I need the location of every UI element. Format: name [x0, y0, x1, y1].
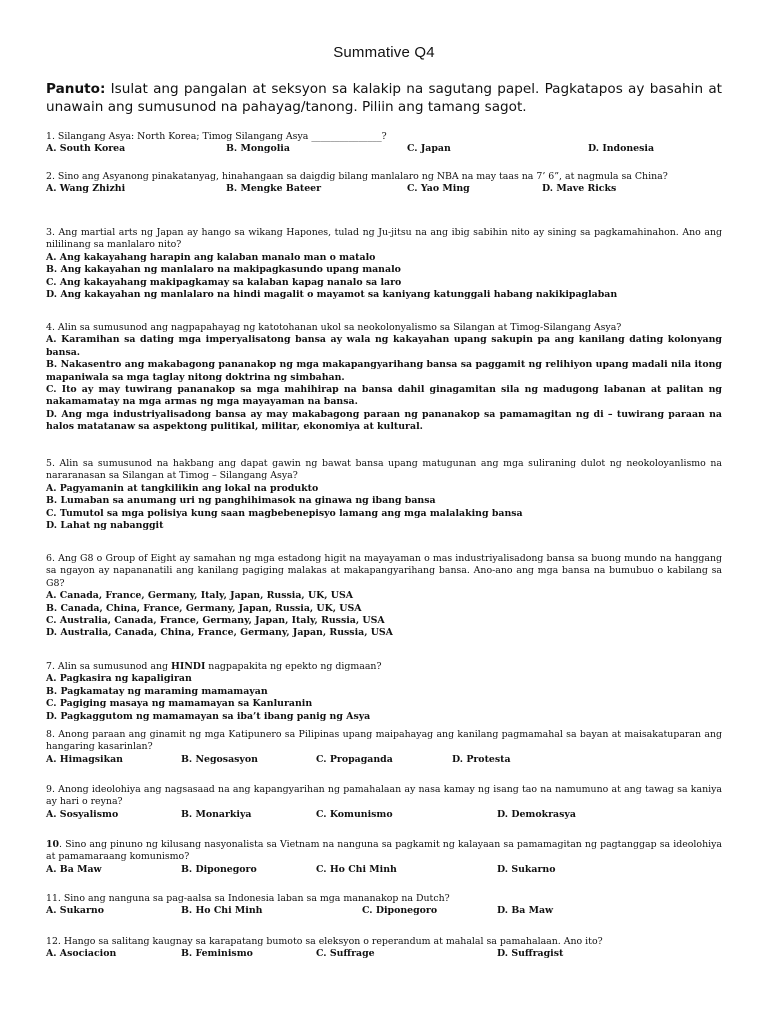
- option-a[interactable]: A. Sosyalismo: [46, 808, 119, 820]
- option-b[interactable]: B. Pagkamatay ng maraming mamamayan: [46, 685, 268, 697]
- option-b[interactable]: B. Diponegoro: [181, 863, 257, 875]
- question-stem: 5. Alin sa sumusunod na hakbang ang dapat gawin ng bawat bansa upang matugunan ang mga suliraning dulot ng neokoloyanlismo na nararanasan sa Silangan at Timog – Silangang Asya?: [46, 458, 722, 482]
- option-d[interactable]: D. Ang kakayahan ng manlalaro na hindi magalit o mayamot sa kaniyang katunggali habang nakikipaglaban: [46, 289, 618, 301]
- option-c[interactable]: C. Ho Chi Minh: [316, 863, 397, 875]
- question-stem: 12. Hango sa salitang kaugnay sa karapatang bumoto sa eleksyon o reperandum at mahalal sa pamahalaan. Ano ito?: [46, 936, 603, 947]
- option-b[interactable]: B. Canada, China, France, Germany, Japan, Russia, UK, USA: [46, 602, 362, 614]
- option-b[interactable]: B. Lumaban sa anumang uri ng panghihimasok na ginawa ng ibang bansa: [46, 495, 436, 507]
- option-a[interactable]: A. Karamihan sa dating mga imperyalisatong bansa ay wala ng kakayahan upang sakupin pa ang kanilang dating kolonyang bansa.: [46, 334, 722, 358]
- options-row: [46, 143, 722, 155]
- question-8: [46, 729, 722, 766]
- options-row: [46, 754, 722, 766]
- option-c[interactable]: C. Diponegoro: [362, 905, 438, 917]
- option-a[interactable]: A. Wang Zhizhi: [46, 183, 126, 195]
- option-d[interactable]: D. Suffragist: [497, 948, 564, 960]
- option-a[interactable]: A. Himagsikan: [46, 753, 123, 765]
- option-b[interactable]: B. Ho Chi Minh: [181, 905, 263, 917]
- option-c[interactable]: C. Suffrage: [316, 948, 375, 960]
- option-d[interactable]: D. Australia, Canada, China, France, Germany, Japan, Russia, USA: [46, 627, 393, 639]
- options-row: [46, 809, 722, 821]
- option-b[interactable]: B. Nakasentro ang makabagong pananakop ng mga makapangyarihang bansa sa paggamit ng relihiyon upang madali nila itong mapaniwala sa mga taglay nitong doktrina ng simbahan.: [46, 359, 722, 383]
- options-row: [46, 948, 722, 960]
- option-d[interactable]: D. Lahat ng nabanggit: [46, 520, 164, 532]
- stem-emphasis: HINDI: [171, 661, 206, 672]
- option-d[interactable]: D. Ba Maw: [497, 905, 554, 917]
- option-c[interactable]: C. Tumutol sa mga polisiya kung saan magbebenepisyo lamang ang mga malalaking bansa: [46, 507, 523, 519]
- question-stem: 9. Anong ideolohiya ang nagsasaad na ang kapangyarihan ng pamahalaan ay nasa kamay ng isang tao na namumuno at ang tawag sa kaniya ay hari o reyna?: [46, 784, 722, 808]
- stem-text: . Sino ang pinuno ng kilusang nasyonalista sa Vietnam na nanguna sa pagkamit ng kalayaan sa pamamagitan ng pagtanggap sa ideolohiya at pamamaraang komunismo?: [46, 839, 722, 863]
- option-b[interactable]: B. Ang kakayahan ng manlalaro na makipagkasundo upang manalo: [46, 264, 401, 276]
- question-7: [46, 661, 722, 723]
- stem-text: nagpapakita ng epekto ng digmaan?: [205, 661, 382, 672]
- question-stem: 6. Ang G8 o Group of Eight ay samahan ng mga estadong higit na mayayaman o mas industriyalisadong bansa sa buong mundo na hanggang sa ngayon ay napananatili ang kanilang pagiging malakas at makapangyarihang bansa. Ano-ano ang mga bansa na bumubuo o kabilang sa G8?: [46, 553, 722, 589]
- option-d[interactable]: D. Sukarno: [497, 863, 556, 875]
- option-a[interactable]: A. Asociacion: [46, 948, 117, 960]
- question-1: [46, 131, 722, 156]
- option-d[interactable]: D. Indonesia: [588, 143, 655, 155]
- option-c[interactable]: C. Komunismo: [316, 808, 393, 820]
- instructions: [46, 80, 722, 116]
- option-c[interactable]: C. Propaganda: [316, 753, 393, 765]
- option-d[interactable]: D. Ang mga industriyalisadong bansa ay may makabagong paraan ng pananakop sa pamamagitan ng di – tuwirang paraan na halos matatanaw sa aspektong pulitikal, militar, ekonomiya at kultural.: [46, 408, 722, 433]
- options-row: [46, 183, 722, 195]
- option-d[interactable]: D. Protesta: [452, 753, 511, 765]
- option-d[interactable]: D. Mave Ricks: [542, 183, 617, 195]
- stem-text: 7. Alin sa sumusunod ang: [46, 661, 171, 672]
- instructions-text: Isulat ang pangalan at seksyon sa kalakip na sagutang papel. Pagkatapos ay basahin at unawain ang sumusunod na pahayag/tanong. Piliin ang tamang sagot.: [46, 81, 722, 115]
- question-5: [46, 458, 722, 532]
- option-a[interactable]: A. Pagkasira ng kapaligiran: [46, 673, 192, 685]
- question-12: [46, 936, 722, 961]
- option-a[interactable]: A. South Korea: [46, 143, 126, 155]
- option-b[interactable]: B. Feminismo: [181, 948, 253, 960]
- option-d[interactable]: D. Pagkaggutom ng mamamayan sa iba’t ibang panig ng Asya: [46, 710, 371, 722]
- option-c[interactable]: C. Ito ay may tuwirang pananakop sa mga mahihirap na bansa dahil ginagamitan sila ng madugong labanan at palitan ng nakamamatay na mga armas ng mga mayayaman na bansa.: [46, 384, 722, 408]
- option-b[interactable]: B. Mengke Bateer: [226, 183, 322, 195]
- question-4: [46, 322, 722, 434]
- question-stem: 1. Silangang Asya: North Korea; Timog Silangang Asya _______________?: [46, 131, 387, 142]
- option-a[interactable]: A. Ang kakayahang harapin ang kalaban manalo man o matalo: [46, 251, 376, 263]
- option-a[interactable]: A. Sukarno: [46, 905, 104, 917]
- option-c[interactable]: C. Ang kakayahang makipagkamay sa kalaban kapag nanalo sa laro: [46, 276, 402, 288]
- option-b[interactable]: B. Monarkiya: [181, 808, 252, 820]
- question-stem: [46, 661, 722, 673]
- option-d[interactable]: D. Demokrasya: [497, 808, 576, 820]
- option-b[interactable]: B. Negosasyon: [181, 753, 258, 765]
- option-a[interactable]: A. Pagyamanin at tangkilikin ang lokal na produkto: [46, 482, 319, 494]
- option-a[interactable]: A. Ba Maw: [46, 863, 102, 875]
- option-a[interactable]: A. Canada, France, Germany, Italy, Japan, Russia, UK, USA: [46, 590, 354, 602]
- options-row: [46, 905, 722, 917]
- question-2: [46, 171, 722, 196]
- question-stem: 8. Anong paraan ang ginamit ng mga Katipunero sa Pilipinas upang maipahayag ang kanilang pagmamahal sa bayan at maisakatuparan ang hangaring kasarinlan?: [46, 729, 722, 753]
- option-c[interactable]: C. Yao Ming: [407, 183, 470, 195]
- question-11: [46, 893, 722, 918]
- question-6: [46, 553, 722, 640]
- question-stem: 4. Alin sa sumusunod ang nagpapahayag ng katotohanan ukol sa neokolonyalismo sa Silangan at Timog-Silangang Asya?: [46, 322, 622, 333]
- page-title: Summative Q4: [333, 44, 435, 61]
- option-c[interactable]: C. Australia, Canada, France, Germany, Japan, Italy, Russia, USA: [46, 615, 385, 627]
- question-9: [46, 784, 722, 821]
- option-c[interactable]: C. Japan: [407, 143, 451, 155]
- options-row: [46, 864, 722, 876]
- question-stem: [46, 839, 722, 864]
- question-stem: 11. Sino ang nanguna sa pag-aalsa sa Indonesia laban sa mga mananakop na Dutch?: [46, 893, 450, 904]
- option-b[interactable]: B. Mongolia: [226, 143, 290, 155]
- question-stem: 2. Sino ang Asyanong pinakatanyag, hinahangaan sa daigdig bilang manlalaro ng NBA na may taas na 7’ 6”, at nagmula sa China?: [46, 171, 668, 182]
- question-10: [46, 839, 722, 876]
- instructions-label: Panuto:: [46, 81, 106, 97]
- option-c[interactable]: C. Pagiging masaya ng mamamayan sa Kanluranin: [46, 698, 313, 710]
- question-number: 10: [46, 839, 60, 850]
- question-3: [46, 227, 722, 301]
- question-stem: 3. Ang martial arts ng Japan ay hango sa wikang Hapones, tulad ng Ju-jitsu na ang ibig sabihin nito ay sining sa pagkamahinahon. Ano ang nililinang sa manlalaro nito?: [46, 227, 722, 251]
